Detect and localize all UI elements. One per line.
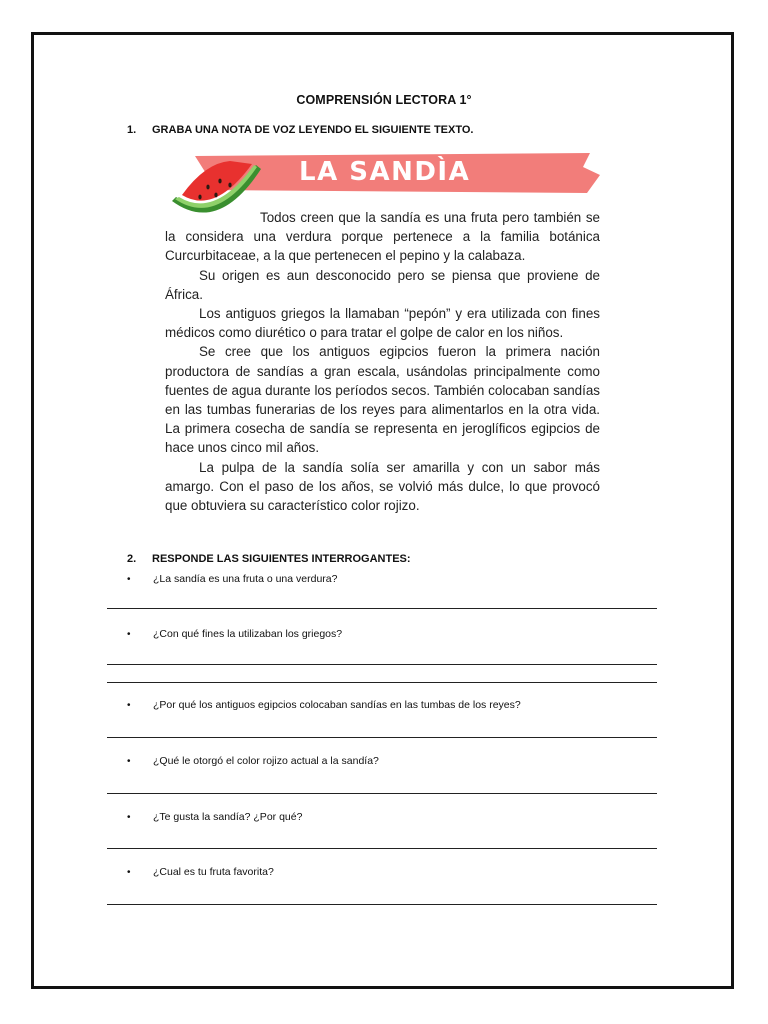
question-5 [127,811,302,823]
question-6-text: ¿Cual es tu fruta favorita? [153,866,274,878]
section-2-heading [127,553,411,565]
paragraph-2: Su origen es aun desconocido pero se piensa que proviene de África. [165,267,600,302]
question-2-text: ¿Con qué fines la utilizaban los griegos? [153,628,343,640]
paragraph-4: Se cree que los antiguos egipcios fueron la primera nación productora de sandías a gran escala, usándolas principalmente como fuentes de agua durante los períodos secos. También colocaban sandías en las tumbas funerarias de los reyes para alimentarlos en la otra vida. La primera cosecha de sandía se representa en jeroglíficos egipcios de hace unos cinco mil años. [165,344,600,456]
question-2 [127,628,342,640]
answer-line-1[interactable] [107,608,657,609]
bullet-icon: • [127,629,131,640]
paragraph-3: Los antiguos griegos la llamaban “pepón” y era utilizada con fines médicos como diurético o para tratar el golpe de calor en los niños. [165,306,600,341]
reading-passage-image [165,148,600,538]
bullet-icon: • [127,867,131,878]
section-1-number: 1. [127,124,137,136]
answer-line-6[interactable] [107,904,657,905]
question-3 [127,699,521,711]
paragraph-5: La pulpa de la sandía solía ser amarilla y con un sabor más amargo. Con el paso de los años, se volvió más dulce, lo que provocó que obtuviera su característico color rojizo. [165,459,600,514]
answer-line-2a[interactable] [107,664,657,665]
question-5-text: ¿Te gusta la sandía? ¿Por qué? [153,811,303,823]
answer-line-3[interactable] [107,737,657,738]
question-6 [127,866,274,878]
bullet-icon: • [127,574,131,585]
document-title: COMPRENSIÓN LECTORA 1° [296,93,472,107]
bullet-icon: • [127,812,131,823]
question-4-text: ¿Qué le otorgó el color rojizo actual a la sandía? [153,755,379,767]
section-1-label: GRABA UNA NOTA DE VOZ LEYENDO EL SIGUIENTE TEXTO. [152,124,474,136]
paragraph-1: Todos creen que la sandía es una fruta pero también se la considera una verdura porque pertenece a la familia botánica Curcurbitaceae, a la que pertenecen el pepino y la calabaza. [165,210,600,264]
section-2-number: 2. [127,553,137,565]
question-3-text: ¿Por qué los antiguos egipcios colocaban sandías en las tumbas de los reyes? [153,699,521,711]
answer-line-5[interactable] [107,848,657,849]
bullet-icon: • [127,756,131,767]
section-2-label: RESPONDE LAS SIGUIENTES INTERROGANTES: [152,553,411,565]
passage-text [165,208,600,515]
banner-title: LA SANDÌA [299,157,471,187]
answer-line-2b[interactable] [107,682,657,683]
question-4 [127,755,379,767]
section-1-heading [127,124,473,136]
question-1 [127,573,337,585]
question-1-text: ¿La sandía es una fruta o una verdura? [153,573,338,585]
answer-line-4[interactable] [107,793,657,794]
bullet-icon: • [127,700,131,711]
